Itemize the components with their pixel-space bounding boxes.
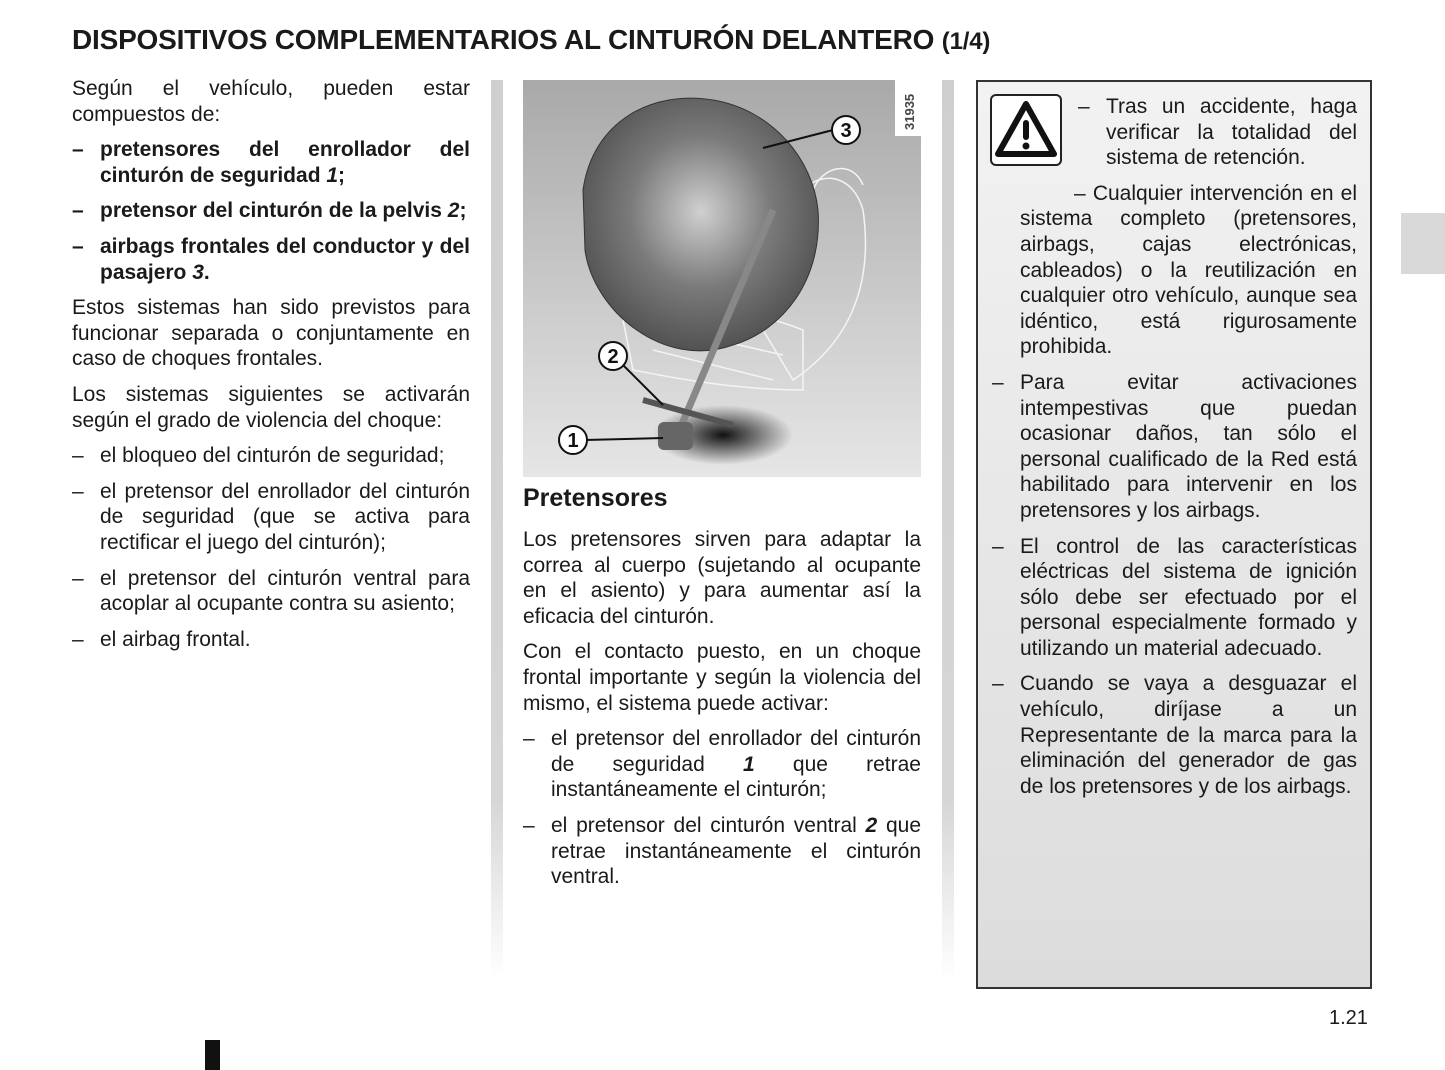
component-item — [72, 198, 470, 224]
pretensioner-illustration — [523, 80, 921, 477]
component-num: 3 — [192, 260, 204, 284]
column-divider — [942, 80, 954, 980]
item-text: el pretensor del cinturón ventral — [551, 813, 866, 837]
component-num: 2 — [447, 199, 460, 223]
warning-item: – Tras un accidente, haga verificar la totalidad del sistema de retención. — [1078, 94, 1357, 171]
page-marker — [205, 1040, 220, 1070]
component-text: airbags frontales del conductor y del pasajero — [100, 234, 470, 284]
component-item — [72, 234, 470, 285]
item-end: que retrae instantáneamente el cinturón; — [551, 752, 921, 802]
list-item: – el bloqueo del cinturón de seguridad; — [72, 443, 470, 469]
item-num: 2 — [865, 813, 878, 837]
paragraph: Los sistemas siguientes se activarán según el grado de violencia del choque: — [72, 382, 470, 432]
list-item — [523, 726, 921, 803]
paragraph: Con el contacto puesto, en un choque frontal importante y según la violencia del mismo, el sistema puede activar: — [523, 640, 921, 715]
middle-column — [523, 80, 921, 900]
page-title — [72, 24, 990, 56]
callout-label: 1 — [567, 430, 579, 452]
intro-text: Según el vehículo, pueden estar compuestos de: — [72, 77, 470, 126]
component-end: ; — [338, 163, 346, 187]
component-item — [72, 137, 470, 188]
item-end: que retrae instantáneamente el cinturón ventral. — [551, 813, 921, 889]
callout-label: 2 — [607, 346, 619, 368]
page-number: 1.21 — [1329, 1007, 1368, 1029]
warning-item: – Para evitar activaciones intempestivas que puedan ocasionar daños, tan sólo el personal cualificado de la Red está habilitado para intervenir en los pretensores y los airbags. — [992, 370, 1357, 524]
component-end: ; — [459, 199, 467, 223]
left-column — [72, 76, 470, 662]
column-divider — [491, 80, 503, 980]
warning-item — [1020, 181, 1357, 360]
list-item: – el airbag frontal. — [72, 627, 470, 653]
list-item — [523, 813, 921, 890]
retractor — [658, 422, 693, 450]
section-tab — [1401, 213, 1445, 274]
component-num: 1 — [326, 163, 339, 187]
warning-item: – Cuando se vaya a desguazar el vehículo, diríjase a un Representante de la marca para la eliminación del generador de gas de los pretensores y de los airbags. — [992, 671, 1357, 799]
warning-box — [976, 80, 1372, 989]
warning-item: – El control de las características eléctricas del sistema de ignición sólo debe ser efectuado por el personal especialmente formado y utilizando un material adecuado. — [992, 534, 1357, 662]
warning-text: Cualquier intervención en el sistema completo (pretensores, airbags, cajas electrónicas, cableados) o la reutilización en cualquier otro vehículo, aunque sea idéntico, está rigurosamente prohibida. — [1020, 181, 1358, 359]
title-part: (1/4) — [941, 28, 991, 55]
paragraph: Estos sistemas han sido previstos para funcionar separada o conjuntamente en caso de choques frontales. — [72, 296, 470, 371]
item-text: el pretensor del enrollador del cinturón de seguridad — [551, 727, 921, 776]
title-text: DISPOSITIVOS COMPLEMENTARIOS AL CINTURÓN DELANTERO — [72, 24, 935, 55]
figure-code: 31935 — [902, 93, 917, 130]
section-heading: Pretensores — [523, 484, 668, 512]
list-item: – el pretensor del enrollador del cinturón de seguridad (que se activa para rectificar el juego del cinturón); — [72, 479, 470, 556]
list-item: – el pretensor del cinturón ventral para acoplar al ocupante contra su asiento; — [72, 566, 470, 617]
component-text: pretensores del enrollador del cinturón de seguridad — [100, 138, 470, 187]
component-text: pretensor del cinturón de la pelvis — [100, 199, 448, 223]
paragraph: Los pretensores sirven para adaptar la correa al cuerpo (sujetando al ocupante en el asiento) y para aumentar así la eficacia del cinturón. — [523, 528, 921, 628]
component-end: . — [203, 260, 210, 284]
callout-label: 3 — [840, 120, 852, 142]
item-num: 1 — [743, 752, 755, 776]
